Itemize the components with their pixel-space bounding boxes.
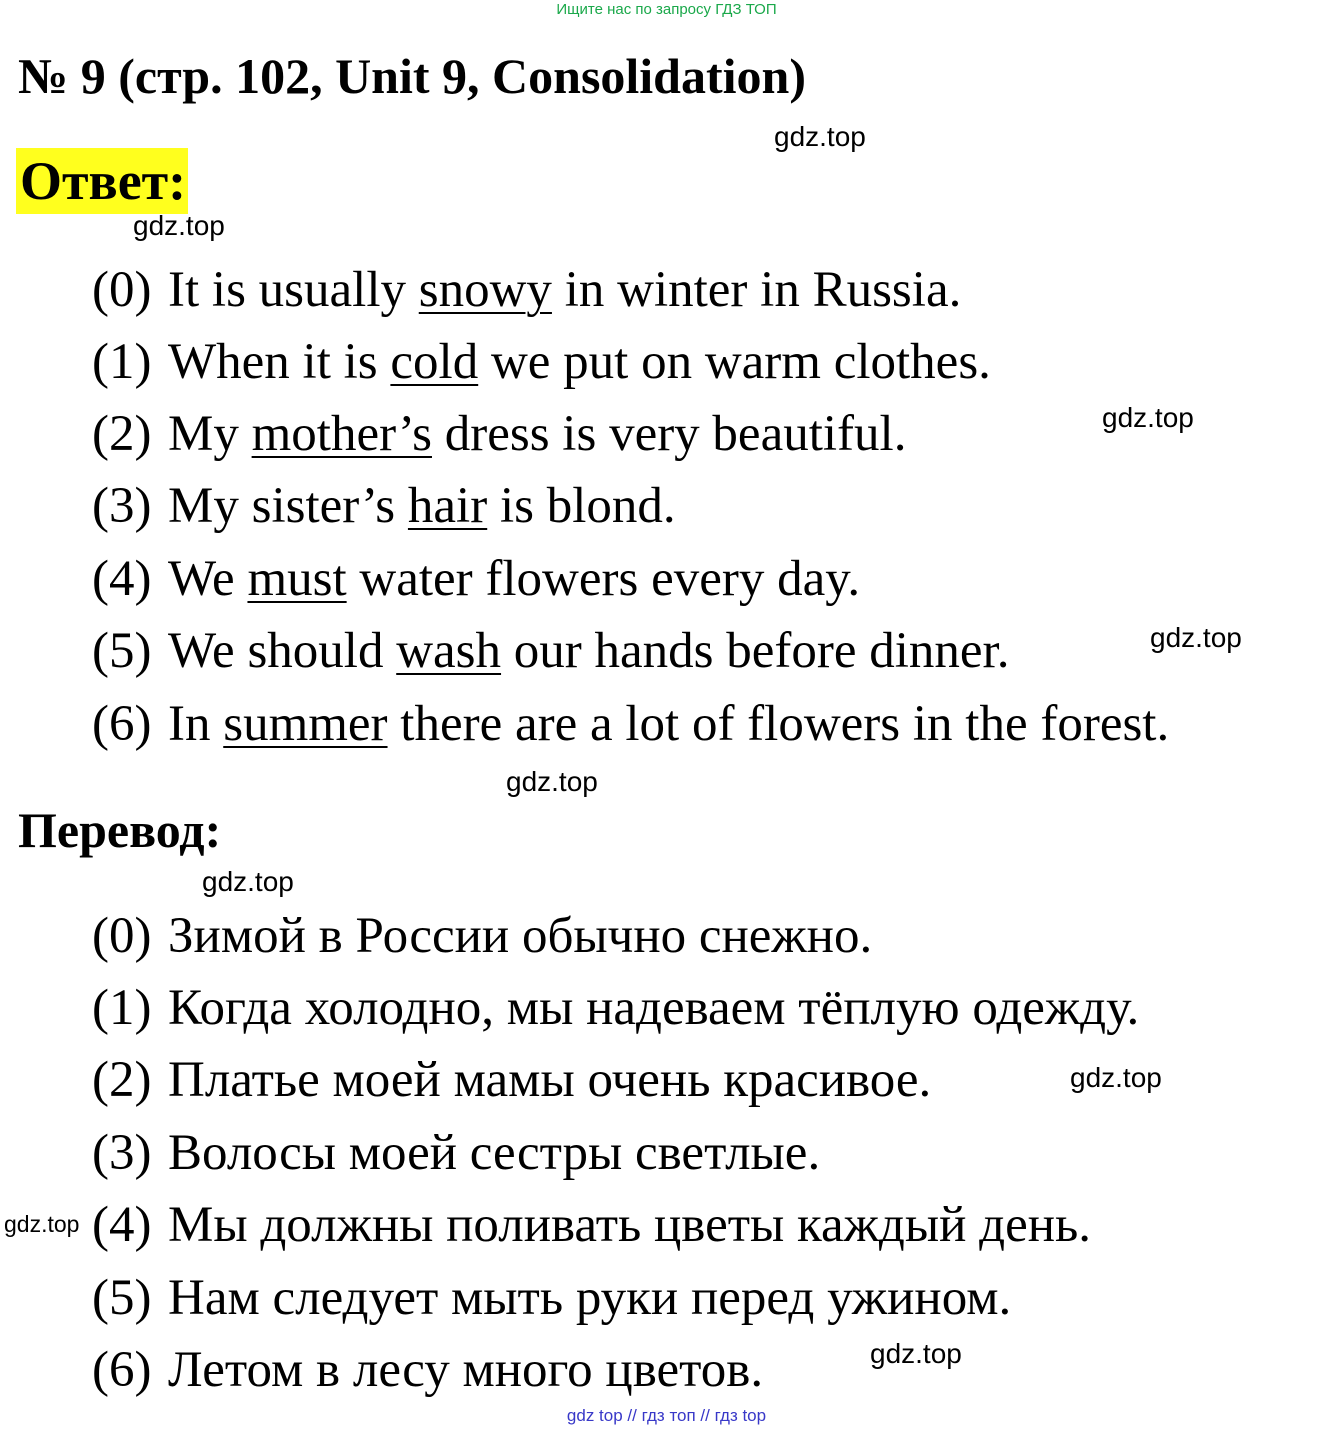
- answer-text-after: we put on warm clothes.: [478, 334, 991, 390]
- answer-text-after: dress is very beautiful.: [431, 406, 907, 462]
- answer-text-before: When it is: [168, 334, 391, 390]
- translation-sentence: [92, 1122, 820, 1184]
- answer-sentence: [92, 475, 676, 537]
- translation-number: (3): [92, 1125, 152, 1181]
- translation-text: Волосы моей сестры светлые.: [168, 1125, 821, 1181]
- translation-number: (4): [92, 1197, 152, 1253]
- answer-text-before: We: [168, 551, 248, 607]
- answer-sentence: [92, 548, 860, 610]
- answer-number: (1): [92, 334, 152, 390]
- translation-text: Зимой в России обычно снежно.: [168, 908, 873, 964]
- answer-underlined-word: must: [247, 551, 347, 607]
- answer-number: (5): [92, 623, 152, 679]
- answer-sentence: [92, 331, 991, 393]
- answer-underlined-word: hair: [407, 478, 488, 534]
- translation-sentence: [92, 977, 1139, 1039]
- answer-underlined-word: snowy: [418, 262, 552, 318]
- answer-number: (4): [92, 551, 152, 607]
- answer-text-before: In: [168, 696, 224, 752]
- translation-heading: Перевод:: [18, 802, 222, 858]
- answer-underlined-word: wash: [396, 623, 502, 679]
- answer-underlined-word: summer: [223, 696, 388, 752]
- translation-number: (0): [92, 908, 152, 964]
- footer-watermark: gdz top // гдз топ // гдз top: [566, 1406, 767, 1425]
- answer-underlined-word: cold: [390, 334, 479, 390]
- answer-text-before: My sister’s: [168, 478, 408, 534]
- answer-sentence: [92, 693, 1169, 755]
- watermark: gdz.top: [1150, 622, 1242, 653]
- answer-text-after: is blond.: [487, 478, 676, 534]
- translation-sentence: [92, 1049, 931, 1111]
- answer-underlined-word: mother’s: [251, 406, 432, 462]
- translation-text: Когда холодно, мы надеваем тёплую одежду.: [168, 980, 1140, 1036]
- translation-text: Мы должны поливать цветы каждый день.: [168, 1197, 1092, 1253]
- answer-text-before: It is usually: [168, 262, 419, 318]
- translation-text: Нам следует мыть руки перед ужином.: [168, 1270, 1012, 1326]
- watermark: gdz.top: [506, 766, 598, 797]
- watermark: gdz.top: [133, 210, 225, 241]
- watermark: gdz.top: [1070, 1062, 1162, 1093]
- watermark: gdz.top: [774, 121, 866, 152]
- translation-number: (5): [92, 1270, 152, 1326]
- translation-sentence: [92, 1194, 1091, 1256]
- watermark: gdz.top: [1102, 402, 1194, 433]
- translation-sentence: [92, 1267, 1011, 1329]
- answer-text-after: water flowers every day.: [346, 551, 861, 607]
- translation-number: (1): [92, 980, 152, 1036]
- answer-sentence: [92, 620, 1009, 682]
- translation-text: Платье моей мамы очень красивое.: [168, 1052, 932, 1108]
- answer-text-after: there are a lot of flowers in the forest.: [387, 696, 1170, 752]
- watermark: gdz.top: [202, 866, 294, 897]
- answer-sentence: [92, 259, 961, 321]
- translation-number: (6): [92, 1342, 152, 1398]
- answer-text-after: in winter in Russia.: [551, 262, 962, 318]
- watermark: gdz.top: [870, 1338, 962, 1369]
- translation-sentence: [92, 905, 872, 967]
- translation-sentence: [92, 1339, 763, 1401]
- answer-text-before: We should: [168, 623, 397, 679]
- watermark: gdz.top: [4, 1211, 80, 1237]
- answer-heading: Ответ:: [16, 148, 188, 214]
- answer-sentence: [92, 403, 906, 465]
- top-banner: Ищите нас по запросу ГДЗ ТОП: [556, 1, 777, 18]
- answer-number: (2): [92, 406, 152, 462]
- translation-text: Летом в лесу много цветов.: [168, 1342, 764, 1398]
- answer-text-after: our hands before dinner.: [501, 623, 1010, 679]
- answer-text-before: My: [168, 406, 252, 462]
- answer-number: (6): [92, 696, 152, 752]
- translation-number: (2): [92, 1052, 152, 1108]
- answer-number: (3): [92, 478, 152, 534]
- page-title: № 9 (стр. 102, Unit 9, Consolidation): [18, 48, 806, 104]
- answer-number: (0): [92, 262, 152, 318]
